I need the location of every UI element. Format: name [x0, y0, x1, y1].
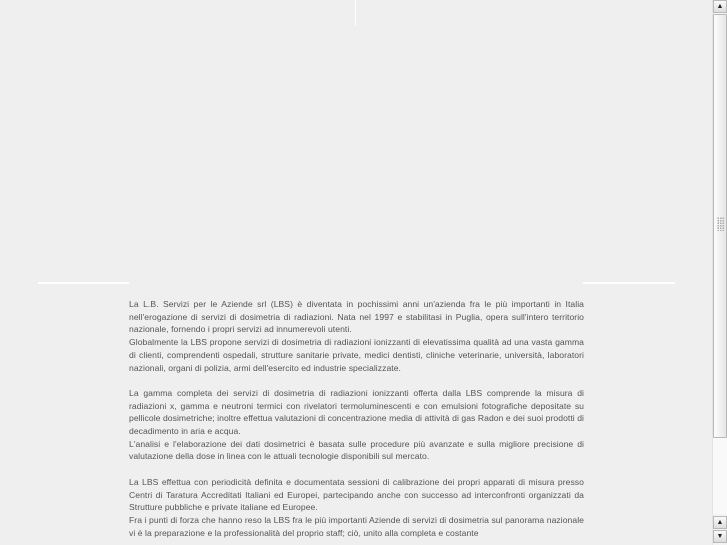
divider-right [583, 282, 675, 284]
arrow-down-icon: ▼ [716, 533, 724, 540]
scrollbar-track[interactable] [713, 438, 727, 514]
paragraph: La gamma completa dei servizi di dosimetria di radiazioni ionizzanti offerta dalla LBS comprende la misura di radiazioni x, gamma e neutroni termici con rivelatori termoluminescenti e con emulsioni fotografiche depositate su pellicole dosimetriche; inoltre effettua valutazioni di concentrazione media di attività di gas Radon e dei suoi prodotti di decadimento in aria e acqua. [129, 387, 584, 437]
scroll-down-button[interactable] [713, 530, 727, 543]
arrow-up-icon: ▲ [716, 3, 724, 10]
arrow-up-icon: ▲ [716, 519, 724, 526]
paragraph: Globalmente la LBS propone servizi di dosimetria di radiazioni ionizzanti di elevatissima qualità ad una vasta gamma di clienti, comprendenti ospedali, strutture sanitarie private, medici dentisti, cliniche veterinarie, università, laboratori nazionali, organi di polizia, armi dell'esercito ed industrie specializzate. [129, 337, 584, 373]
grip-icon [717, 217, 724, 231]
scrollbar-thumb[interactable] [713, 14, 727, 438]
vertical-scrollbar[interactable] [712, 0, 727, 545]
paragraph: Fra i punti di forza che hanno reso la LBS fra le più importanti Aziende di servizi di dosimetria sul panorama nazionale vi è la preparazione e la professionalità del proprio staff; ciò, unito alla completa e costante [129, 514, 584, 538]
divider-vertical [355, 0, 356, 26]
scroll-up-button[interactable] [713, 0, 727, 13]
company-description [129, 298, 584, 539]
scroll-up-button-bottom[interactable] [713, 516, 727, 529]
paragraph: L'analisi e l'elaborazione dei dati dosimetrici è basata sulle procedure più avanzate e sulla migliore precisione di valutazione della dose in linea con le attuali tecnologie disponibili sul mercato. [129, 438, 584, 462]
divider-left [38, 282, 129, 284]
paragraph: La L.B. Servizi per le Aziende srl (LBS) è diventata in pochissimi anni un'azienda fra le più importanti in Italia nell'erogazione di servizi di dosimetria di radiazioni. Nata nel 1997 e stabilitasi in Puglia, opera sull'intero territorio nazionale, fornendo i propri servizi ad innumerevoli utenti. [129, 299, 584, 335]
paragraph: La LBS effettua con periodicità definita e documentata sessioni di calibrazione dei propri apparati di misura presso Centri di Taratura Accreditati Italiani ed Europei, partecipando anche con successo ad interconfronti organizzati da Strutture pubbliche e private italiane ed Europee. [129, 476, 584, 513]
